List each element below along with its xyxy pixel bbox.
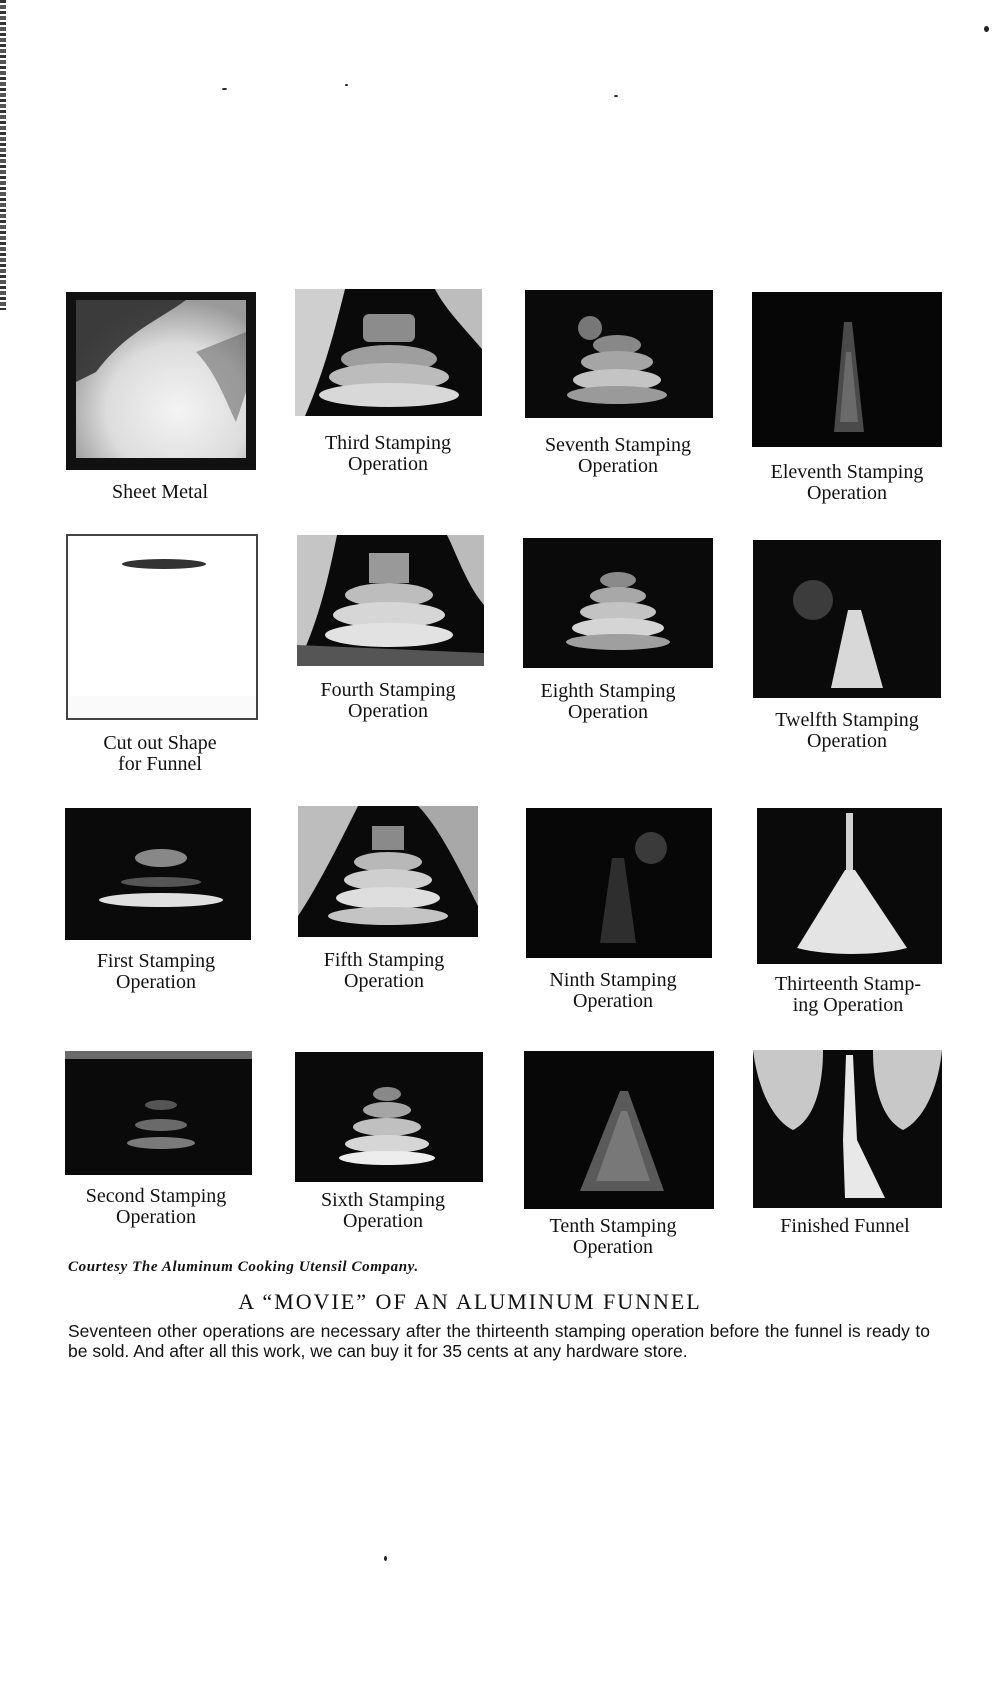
page-title: A “MOVIE” OF AN ALUMINUM FUNNEL [238, 1289, 702, 1314]
figure-caption: Fifth Stamping Operation [323, 949, 445, 992]
figure-caption: Eleventh Stamping Operation [770, 461, 924, 504]
figure-caption: Tenth Stamping Operation [549, 1215, 677, 1258]
photo-cut-out-shape [66, 534, 258, 720]
photo-twelfth-stamping [753, 540, 941, 698]
photo-eighth-stamping [523, 538, 713, 668]
figure-caption: Seventh Stamping Operation [544, 434, 692, 477]
photo-fourth-stamping [297, 535, 484, 666]
photo-finished-funnel [753, 1050, 942, 1208]
photo-third-stamping [295, 289, 482, 416]
photo-second-stamping [65, 1051, 252, 1175]
binding-edge [0, 0, 6, 310]
photo-sixth-stamping [295, 1052, 483, 1182]
photo-sheet-metal [66, 292, 256, 470]
figure-caption: Cut out Shape for Funnel [103, 732, 217, 775]
figure-caption: Twelfth Stamping Operation [775, 709, 919, 752]
page-speck [345, 84, 348, 86]
page-speck [614, 95, 618, 97]
page-speck [222, 88, 227, 90]
photo-thirteenth-stamping [757, 808, 942, 964]
figure-caption: Thirteenth Stamp- ing Operation [774, 973, 922, 1016]
body-paragraph: Seventeen other operations are necessary after the thirteenth stamping operation before the funnel is ready to be sold. And after all this work, we can buy it for 35 cents at any hardware store. [68, 1321, 930, 1361]
figure-caption: Finished Funnel [780, 1215, 910, 1237]
figure-caption: Third Stamping Operation [324, 432, 452, 475]
figure-caption: Sixth Stamping Operation [321, 1189, 445, 1232]
figure-caption: Ninth Stamping Operation [549, 969, 677, 1012]
figure-caption: Fourth Stamping Operation [320, 679, 456, 722]
photo-ninth-stamping [526, 808, 712, 958]
photo-first-stamping [65, 808, 251, 940]
page-speck [984, 26, 989, 32]
figure-caption: First Stamping Operation [96, 950, 216, 993]
photo-eleventh-stamping [752, 292, 942, 447]
photo-fifth-stamping [298, 806, 478, 937]
photo-seventh-stamping [525, 290, 713, 418]
photo-credit: Courtesy The Aluminum Cooking Utensil Company. [68, 1259, 419, 1275]
page-speck [384, 1556, 387, 1561]
figure-caption: Second Stamping Operation [85, 1185, 227, 1228]
photo-tenth-stamping [524, 1051, 714, 1209]
figure-caption: Sheet Metal [111, 481, 209, 503]
figure-caption: Eighth Stamping Operation [540, 680, 676, 723]
